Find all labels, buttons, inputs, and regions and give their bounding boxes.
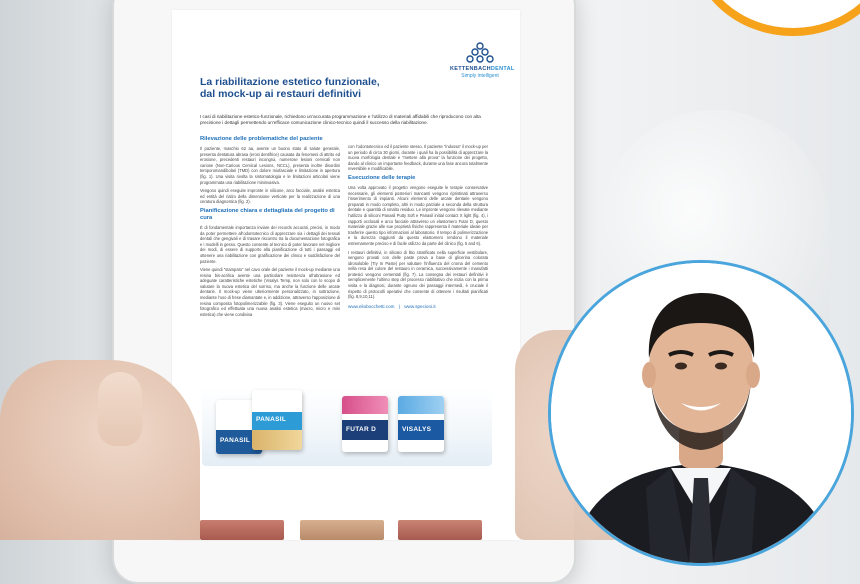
magazine-page [172,10,520,540]
article-intro: I casi di riabilitazione estetico-funzionale, richiedono un’accurata programmazione e l’utilizzo di materiali affidabili che riproducono con alta precisione i dettagli permettendo un’efficace comunicazione clinico-tecnico quindi il successo della riabilitazione. [200,114,481,126]
kettenbach-logo [450,42,515,79]
left-thumb [98,372,142,446]
product-label: PANASIL [256,416,287,423]
logo-circles-icon [465,42,495,64]
clinical-photo [200,520,284,540]
product-label: FUTAR D [346,426,377,433]
paragraph: Il paziente, maschio 62 aa, avente un buono stato di salute generale, presenta dentatura abrasa (erosi dentifrice) causata da fenomeni di attrito ed erosione, precedenti restauri incongrui, numerose lesioni cervicali non cariose (Non-Carious Cervical Lesions, NCCL), presenta inoltre disordini temporomandibolari (TMD) con dolore miofasciale e limitazione in apertura (fig. 1). Una visita rivolta la sintomatologia e le limitazioni articolari viene programmata una riabilitazione mininvasiva. [200,146,340,185]
right-column [348,144,488,309]
section-heading: Pianificazione chiara e dettagliata del progetto di cura [200,207,335,221]
article-title [200,76,430,100]
clinical-photo [300,520,384,540]
title-line-2: dal mock-up ai restauri definitivi [200,88,362,100]
paragraph: Una volta approvato il progetto vengono eseguite le terapie conservative necessarie, gli elementi posteriori mancanti vengono ripristinati attraverso l’inserimento di impianti. Alcuni elementi delle arcate dentarie vengono preparati in modo completo, altri in modo parziale a seconda della struttura dentale e quantità di smalto residuo. Le impronte vengono rilevate mediante l’utilizzo di siliconi Panasil Putty Soft e Panasil initial contact X light (fig. 4), i rapporti occlusali e arco facciale attraverso un elastomero Futar D, questo materiale grazie alle sue proprietà fisiche rappresenta il materiale ideale per trasferire questo tipo informazioni al laboratorio. Il tempo di polimerizzazione e la durezza raggiunti da questo elastomero rendono il materiale estremamente preciso e di facile utilizzo da parte del clinico (fig. 5 and 6). [348,184,488,246]
paragraph: Vengono quindi eseguite impronte in silicone, arco facciale, analisi estetica ed entità del rialzo della dimensione verticale per la realizzazione di una ceratura diagnostica (fig. 2). [200,188,340,205]
product-box-visalys [398,396,444,452]
clinical-photos [200,520,490,540]
author-portrait [548,260,854,566]
product-box-panasil [252,390,302,450]
product-label: VISALYS [402,426,432,433]
section-heading: Esecuzione delle terapie [348,174,416,181]
author-link[interactable]: www.specioni.it [404,303,436,309]
paragraph: con l’odontotecnico ed il paziente stesso. Il paziente “indossa” il mock-up per un periodo di circa 30 giorni, durante i quali ha la possibilità di apprezzare la nuova morfologia dentale e “mettere alla prova” la funzione dei progetto, dando al clinico un importante feedback, durante una fase ancora totalmente reversibile e modificabile. [348,144,488,172]
brand-tagline: Simply intelligent [461,73,499,79]
left-column [200,134,340,320]
brand-name: KETTENBACHDENTAL [450,66,515,72]
product-label: PANASIL [220,437,251,444]
person-illustration [551,263,851,563]
clinical-photo [398,520,482,540]
section-heading: Rilevazione delle problematiche del paziente [200,136,323,142]
product-box-futar [342,396,388,452]
link-separator: | [398,303,400,309]
author-link[interactable]: www.eliobocchetti.com [348,303,395,309]
paragraph: I restauri definitivi, in silicato di litio stratificato nella superficie vestibolare, vengono provati con delle paste prova a base di glicerina colorata idrosolubile (Try In Paste) per valutare l’influenza del croma del cemento nella resa del colore del restauro in ceramica, successivamente i manufatti protesici vengono cementati (fig. 7). La consegna dei restauri definitivi è semplicemente l’ultimo step del processo riabilitativo che inizia con la prima visita e la diagnosi, durante ognuno dei passaggi intermedi, è cruciale il rispetto di protocolli operativi che consente di ottenere i risultati pianificati (fig. 8,9,10,11). [348,249,488,300]
author-links [348,304,488,310]
title-line-1: La riabilitazione estetico funzionale, [200,76,380,88]
paragraph: È di fondamentale importanza inviare dei records accurati, precisi, in modo da poter permettere all’odontotecnico di apprezzare sia i dettagli dei tessuti dentali che gengivali e di trasare riscontro tra la documentazione fotografica e i modelli in gesso. Questo consente al tecnico di poter lavorare nel migliore dei modi, di essere di supporto alla pianificazione di tutti i passaggi ed ottenere una riabilitazione con gratificazione dei clinico e soddisfazione del paziente. [200,224,340,264]
product-showcase [202,388,492,466]
paragraph: Viene quindi “stampato” nel cavo orale del paziente il mock-up mediante una resina bis-acrilica avente una particolare resistenza all’abrasione ed adeguate caratteristiche estetiche (Visalys Temp, non solo con lo scopo di valutare la nuova estetica del sorriso, ma anche la funzione delle arcate dentarie. Il mock-up viene ulteriormente personalizzato, in sottrazione, mediante l’uso di frese diamantate e, in addizione, attraverso l’apposizione di resina composita fotopolimerizzabile (fig. 3). Viene eseguito un nuovo set fotografico ed effettuata una nuova analisi estetica (macro, micro e mini estetica) che viene condivisa [200,267,340,317]
